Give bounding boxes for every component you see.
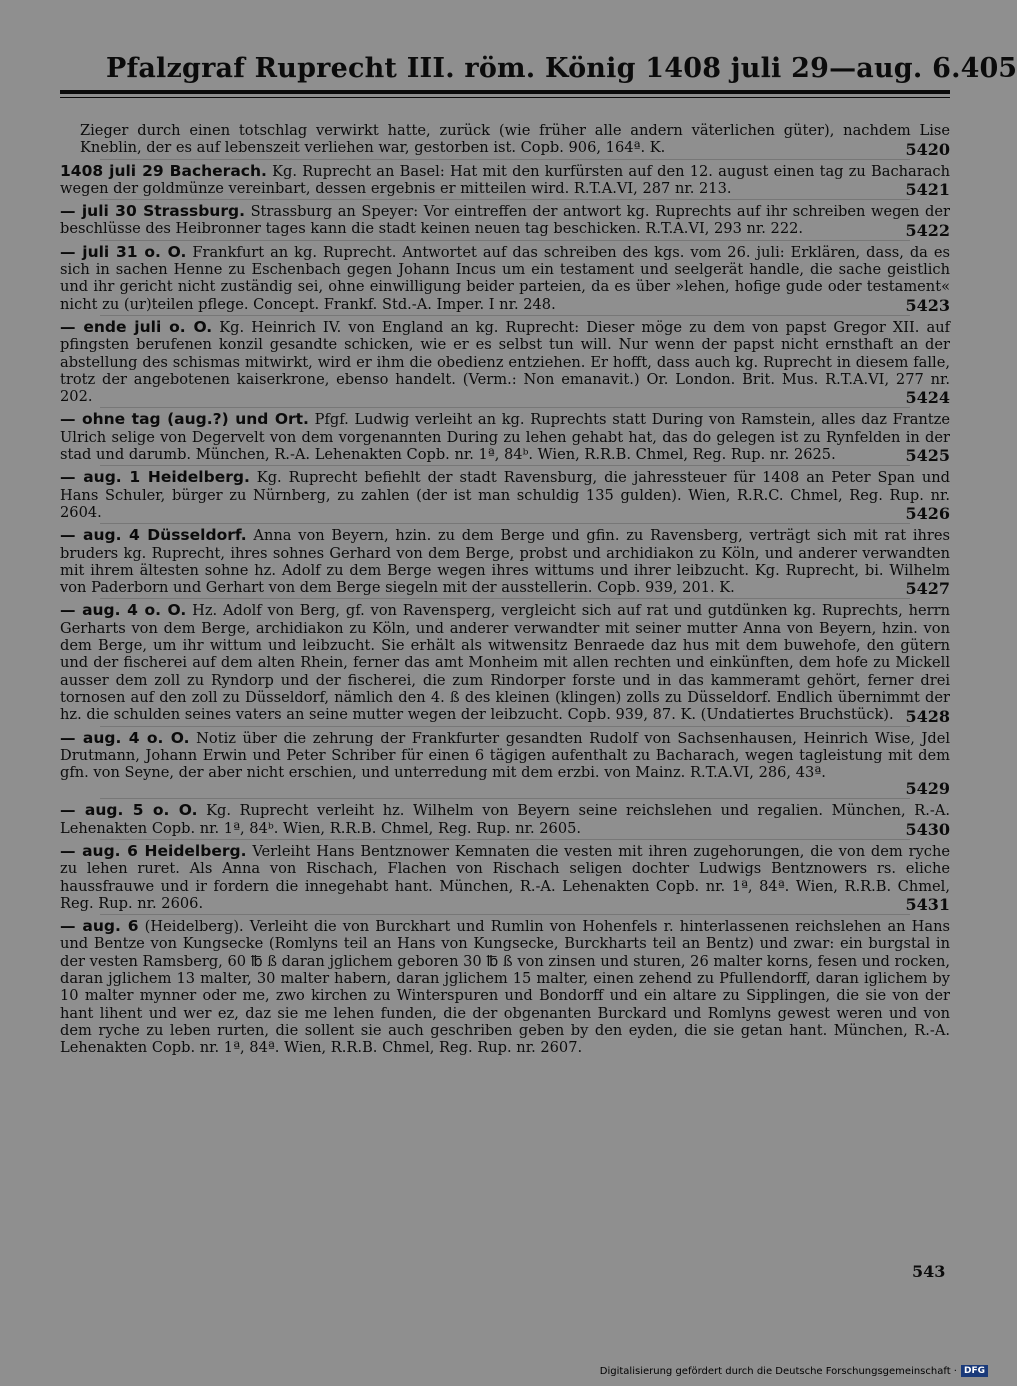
regest-body: Anna von Beyern, hzin. zu dem Berge und gfin. zu Ravensberg, verträgt sich mit rat ihres bruders kg. Ruprecht, ihres sohnes Gerhard von dem Berge, probst und archidiakon zu Köln, und anderer verwandten mit ihrem ältesten sohne hz. Adolf zu dem Berge wegen ihres wittums und ihrer leibzucht. Kg. Ruprecht, bi. Wilhelm von Paderborn und Gerhart von dem Berge siegeln mit der ausstellerin. Copb. 939, 201. K. [60,527,950,597]
regest-date-place: — aug. 4 o. O. [60,728,190,747]
regest-date-place: — aug. 1 Heidelberg. [60,468,250,487]
regest-body: Kg. Ruprecht befiehlt der stadt Ravensburg, die jahressteuer für 1408 an Peter Span und Hans Schuler, bürger zu Nürnberg, zu zahlen (der ist man schuldig 135 gulden). Wien, R.R.C. Chmel, Reg. Rup. nr. 2604. [60,469,951,521]
regest-number: 5423 [905,295,950,315]
page-number: 405 [960,53,1017,84]
regest-number: 5425 [905,446,950,466]
regest-number: 5431 [905,895,950,915]
regest-date-place: — aug. 4 o. O. [60,601,187,620]
regest-entry [60,918,950,1056]
running-header [60,40,1017,84]
regest-date-place: — juli 30 Strassburg. [60,202,245,221]
regest-entry [60,802,950,837]
regest-number: 5420 [905,139,950,159]
regest-entry [60,203,950,238]
regest-date-place: — ohne tag (aug.?) und Ort. [60,410,309,429]
regest-entry [60,244,950,313]
regest-body: Pfgf. Ludwig verleiht an kg. Ruprechts statt During von Ramstein, alles daz Frantze Ulrich selige von Degervelt von dem vorgenannten During zu lehen gehabt hat, das do gelegen ist zu Rynfelden in der stad und darumb. München, R.-A. Lehenakten Copb. nr. 1ª, 84ᵇ. Wien, R.R.B. Chmel, Reg. Rup. nr. 2625. [60,411,951,464]
regest-entry [60,526,950,599]
regest-entry [60,410,951,466]
regest-entry [60,163,950,198]
regest-date-place: 1408 juli 29 Bacherach. [60,161,267,180]
regest-date-place: — juli 31 o. O. [60,242,187,261]
regest-date-place: — aug. 4 Düsseldorf. [60,526,247,545]
regest-number: 5424 [905,388,950,408]
regest-number: 5421 [905,180,950,200]
regest-number: 5426 [905,504,950,524]
page-title: Pfalzgraf Ruprecht III. röm. König 1408 juli 29—aug. 6. [106,53,961,84]
regest-entry [60,468,951,524]
regest-number: 5422 [905,220,950,240]
regest-date-place: — aug. 6 [60,917,139,936]
regest-body: Frankfurt an kg. Ruprecht. Antwortet auf das schreiben des kgs. vom 26. juli: Erklären, dass, da es sich in sachen Henne zu Eschenbach gegen Johann Incus um ein testament und seelgerät handle, die sache geistlich und ihr gericht nicht zuständig sei, ohne einwilligung beider parteien, da es über »lehen, hofige gude oder testament« nicht zu (ur)teilen pflege. Concept. Frankf. Std.-A. Imper. I nr. 248. [60,243,951,313]
regest-number: 5428 [905,706,950,726]
regest-body: Kg. Ruprecht an Basel: Hat mit den kurfürsten auf den 12. august einen tag zu Bacharach wegen der goldmünze vereinbart, dessen ergebnis er mitteilen wird. R.T.A.VI, 287 nr. 213. [60,162,951,197]
regest-entry [60,122,950,157]
regest-text [60,918,950,1056]
footer-credit [600,1365,988,1377]
regest-text [60,601,951,726]
regest-body: (Heidelberg). Verleiht die von Burckhart und Rumlin von Hohenfels r. hinterlassenen reichslehen an Hans und Bentze von Kungsecke (Romlyns teil an Hans von Kungsecke, Burckharts teil an Bentz) und zwar: ein burgstal in der vesten Ramsberg, 60 ℔ ß daran jglichem geboren 30 ℔ ß von zinsen und sturen, 26 malter korns, fesen und rocken, daran jglichem 13 malter, 30 malter habern, daran jglichem 15 malter, einen zehend zu Pfullendorff, daran iglichem by 10 malter mynner oder me, zwo kirchen zu Winterspuren und Bondorff und ein altare zu Sipplingen, die sie von der hant lihent und wer ez, daz sie me lehen funden, die der obgenanten Burckard und Romlyns gewest weren und von dem ryche zu leben rurten, die sollent sie auch geschriben geben by den eyden, die sie getan hant. München, R.-A. Lehenakten Copb. nr. 1ª, 84ª. Wien, R.R.B. Chmel, Reg. Rup. nr. 2607. [60,918,950,1057]
regest-body: Notiz über die zehrung der Frankfurter gesandten Rudolf von Sachsenhausen, Heinrich Wise, Jdel Drutmann, Johann Erwin und Peter Schriber für einen 6 tägigen aufenthalt zu Bacharach, wegen tagleistung mit dem gfn. von Seyne, der aber nicht erschien, und unterredung mit dem erzbi. von Mainz. R.T.A.VI, 286, 43ª. [60,729,951,782]
regest-number: 5430 [905,819,950,839]
regest-date-place: — aug. 6 Heidelberg. [60,841,247,860]
sheet-signature: 543 [912,1262,946,1281]
regest-number: 5427 [905,579,950,599]
regest-body: Kg. Ruprecht verleiht hz. Wilhelm von Beyern seine reichslehen und regalien. München, R.-A. Lehenakten Copb. nr. 1ª, 84ᵇ. Wien, R.R.B. Chmel, Reg. Rup. nr. 2605. [60,802,950,837]
regest-list [60,122,950,1063]
header-rule [60,90,950,94]
regest-body: Zieger durch einen totschlag verwirkt hatte, zurück (wie früher alle andern väterlichen güter), nachdem Lise Kneblin, der es auf lebenszeit verliehen war, gestorben ist. Copb. 906, 164ª. K. [80,122,950,157]
regest-entry [60,317,950,408]
regest-body: Verleiht Hans Bentznower Kemnaten die vesten mit ihren zugehorungen, die von dem ryche zu lehen ruret. Als Anna von Rischach, Flachen von Rischach seligen dochter Ludwigs Bentznowers rs. eliche haussfrauwe und ir fordern die innegehabt hant. München, R.-A. Lehenakten Copb. nr. 1ª, 84ª. Wien, R.R.B. Chmel, Reg. Rup. nr. 2606. [60,842,951,912]
regest-entry [60,841,951,915]
footer-text: Digitalisierung gefördert durch die Deutsche Forschungsgemeinschaft · [599,1365,957,1377]
regest-text [60,410,951,466]
regest-entry [60,601,951,726]
regest-text [60,730,950,782]
header-rule-thin [60,97,950,98]
dfg-logo: DFG [961,1365,988,1377]
regest-body: Hz. Adolf von Berg, gf. von Ravensperg, vergleicht sich auf rat und gutdünken kg. Ruprechts, herrn Gerharts von dem Berge, archidiakon zu Köln, und anderer verwandter mit seiner mutter Anna von Beyern, hzin. von dem Berge, um ihr wittum und leibzucht. Sie erhält als witwensitz Benraede daz hus mit dem buwehofe, den gütern und der fischerei auf dem alten Rhein, ferner das amt Monheim mit allen rechten und einkünften, dem hofe zu Mickell ausser dem zoll zu Ryndorp und der fischerei, die zum Rindorper forste und in das kammeramt gehört, ferner drei tornosen auf den zoll zu Düsseldorf, nämlich den 4. ß des kleinen (klingen) zolls zu Düsseldorf. Endlich übernimmt der hz. die schulden seines vaters an seine mutter wegen der leibzucht. Copb. 939, 87. K. (Undatiertes Bruchstück). [60,602,951,724]
regest-body: Kg. Heinrich IV. von England an kg. Ruprecht: Dieser möge zu dem von papst Gregor XII. auf pfingsten berufenen konzil gesandte schicken, wie er es selbst tun will. Nur wenn der papst nicht ernsthaft an der abstellung des schismas mitwirkt, wird er ihm die obedienz entziehen. Er hofft, dass auch kg. Ruprecht in diesem falle, trotz der angebotenen kaiserkrone, ebenso handelt. (Verm.: Non emanavit.) Or. London. Brit. Mus. R.T.A.VI, 277 nr. 202. [60,318,950,406]
regest-date-place: — ende juli o. O. [60,317,213,336]
regest-number: 5429 [905,779,950,799]
regest-body: Strassburg an Speyer: Vor eintreffen der antwort kg. Ruprechts auf ihr schreiben wegen der beschlüsse des Heibronner tages kann die stadt keinen neuen tag beschicken. R.T.A.VI, 293 nr. 222. [60,203,951,238]
regest-date-place: — aug. 5 o. O. [60,801,198,820]
regest-entry [60,730,950,797]
